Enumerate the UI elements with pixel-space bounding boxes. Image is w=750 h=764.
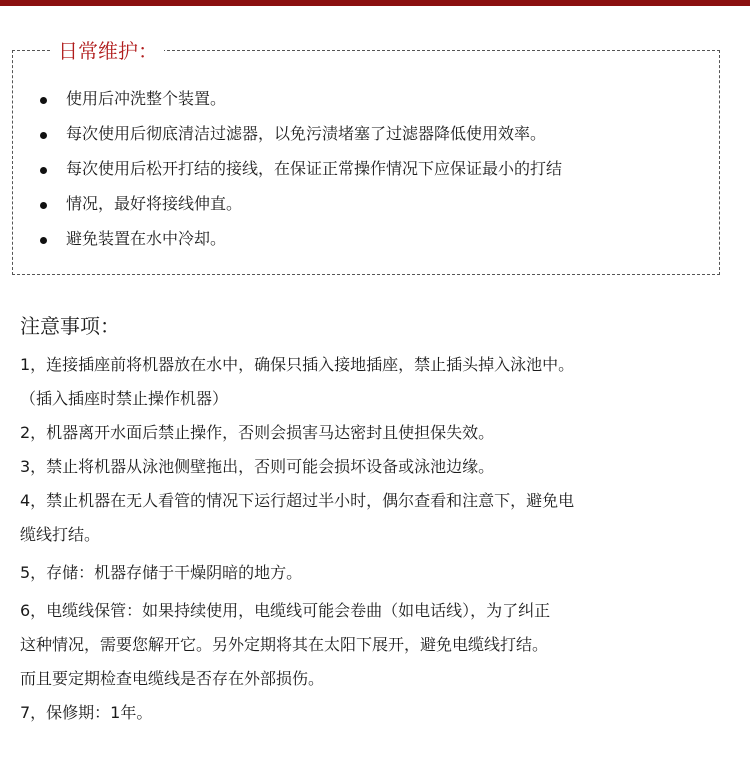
maintenance-item-text: 每次使用后松开打结的接线，在保证正常操作情况下应保证最小的打结: [66, 159, 563, 178]
bullet-icon: [40, 202, 47, 209]
maintenance-title: 日常维护：: [52, 38, 164, 64]
notes-body: [20, 348, 735, 730]
note-line: 而且要定期检查电缆线是否存在外部损伤。: [20, 669, 325, 688]
maintenance-item-text: 使用后冲洗整个装置。: [66, 89, 227, 108]
note-line: 6，电缆线保管：如果持续使用，电缆线可能会卷曲（如电话线），为了纠正: [20, 601, 551, 620]
note-line: 这种情况，需要您解开它。另外定期将其在太阳下展开，避免电缆线打结。: [20, 635, 549, 654]
maintenance-item-text: 每次使用后彻底清洁过滤器，以免污渍堵塞了过滤器降低使用效率。: [66, 124, 547, 143]
maintenance-item: [40, 119, 562, 154]
note-line: 1，连接插座前将机器放在水中，确保只插入接地插座，禁止插头掉入泳池中。: [20, 355, 575, 374]
maintenance-list: [40, 84, 562, 259]
top-accent-bar: [0, 0, 750, 6]
bullet-icon: [40, 167, 47, 174]
note-line: 2，机器离开水面后禁止操作，否则会损害马达密封且使担保失效。: [20, 423, 495, 442]
maintenance-item: [40, 84, 562, 119]
note-line: （插入插座时禁止操作机器）: [20, 389, 229, 408]
maintenance-item: [40, 189, 562, 224]
notes-title: 注意事项：: [20, 314, 120, 338]
maintenance-item: [40, 154, 562, 189]
note-line: 缆线打结。: [20, 525, 101, 544]
bullet-icon: [40, 132, 47, 139]
bullet-icon: [40, 237, 47, 244]
note-line: 3，禁止将机器从泳池侧壁拖出，否则可能会损坏设备或泳池边缘。: [20, 457, 495, 476]
bullet-icon: [40, 97, 47, 104]
note-line: 7，保修期：1年。: [20, 703, 153, 722]
note-line: 5，存储：机器存储于干燥阴暗的地方。: [20, 563, 303, 582]
maintenance-item-text: 情况，最好将接线伸直。: [66, 194, 243, 213]
note-line: 4，禁止机器在无人看管的情况下运行超过半小时，偶尔查看和注意下，避免电: [20, 491, 575, 510]
maintenance-item-text: 避免装置在水中冷却。: [66, 229, 227, 248]
maintenance-item: [40, 224, 562, 259]
